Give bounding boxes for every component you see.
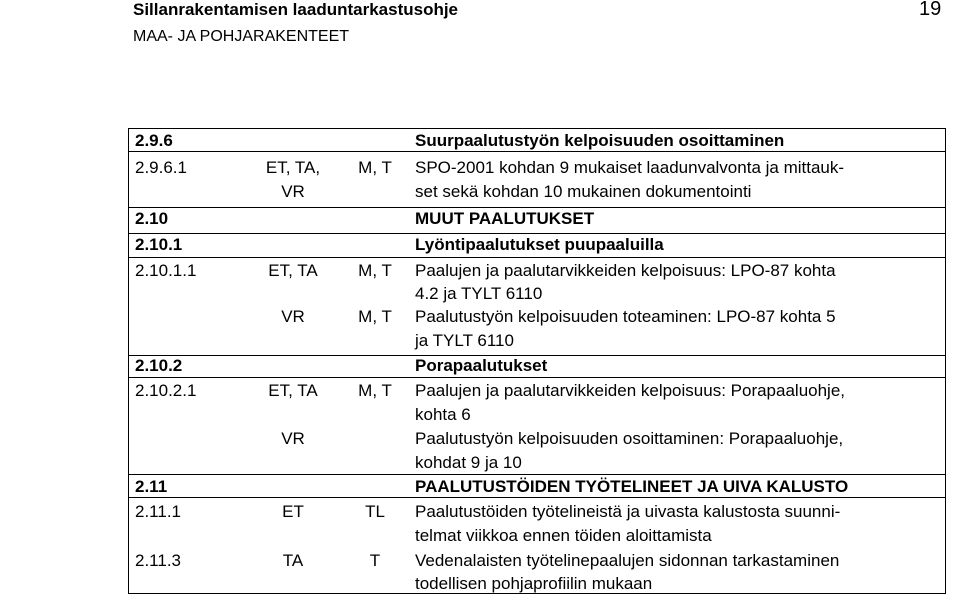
control-method: T xyxy=(369,551,381,570)
responsible-party: TA xyxy=(282,551,304,570)
item-description: Paalujen ja paalutarvikkeiden kelpoisuus: LPO-87 kohta xyxy=(415,261,836,280)
row-divider xyxy=(129,257,945,258)
document-subtitle: MAA- JA POHJARAKENTEET xyxy=(133,28,350,45)
item-description: Paalutustöiden työtelineistä ja uivasta kalustosta suunni- xyxy=(415,502,841,521)
item-description: telmat viikkoa ennen töiden aloittamista xyxy=(415,526,712,545)
page-number: 19 xyxy=(919,0,942,20)
item-description: Paalutustyön kelpoisuuden toteaminen: LPO-87 kohta 5 xyxy=(415,307,836,326)
item-number: 2.11.1 xyxy=(135,502,182,521)
item-description: todellisen pohjaprofiilin mukaan xyxy=(415,574,653,593)
row-divider xyxy=(129,377,945,378)
responsible-party: VR xyxy=(281,307,305,326)
section-number: 2.10.2 xyxy=(135,356,183,375)
responsible-party: ET xyxy=(282,502,304,521)
item-description: set sekä kohdan 10 mukainen dokumentointi xyxy=(415,182,752,201)
quality-control-table xyxy=(128,128,946,594)
control-method: M, T xyxy=(358,158,392,177)
section-heading: MUUT PAALUTUKSET xyxy=(415,209,595,228)
responsible-party: VR xyxy=(281,182,305,201)
item-number: 2.10.1.1 xyxy=(135,261,197,280)
item-number: 2.10.2.1 xyxy=(135,381,197,400)
item-description: kohdat 9 ja 10 xyxy=(415,453,522,472)
item-description: kohta 6 xyxy=(415,405,471,424)
item-description: Paalujen ja paalutarvikkeiden kelpoisuus: Porapaaluohje, xyxy=(415,381,846,400)
section-number: 2.10 xyxy=(135,209,169,228)
control-method: M, T xyxy=(358,307,392,326)
control-method: M, T xyxy=(358,381,392,400)
responsible-party: ET, TA xyxy=(268,381,318,400)
responsible-party: ET, TA xyxy=(268,261,318,280)
section-heading: PAALUTUSTÖIDEN TYÖTELINEET JA UIVA KALUSTO xyxy=(415,477,849,496)
section-heading: Porapaalutukset xyxy=(415,356,548,375)
section-heading: Suurpaalutustyön kelpoisuuden osoittaminen xyxy=(415,131,785,150)
section-number: 2.10.1 xyxy=(135,235,183,254)
item-description: ja TYLT 6110 xyxy=(415,331,514,350)
item-description: SPO-2001 kohdan 9 mukaiset laadunvalvonta ja mittauk- xyxy=(415,158,845,177)
control-method: M, T xyxy=(358,261,392,280)
section-number: 2.11 xyxy=(135,477,168,496)
item-description: 4.2 ja TYLT 6110 xyxy=(415,284,543,303)
responsible-party: VR xyxy=(281,429,305,448)
item-number: 2.9.6.1 xyxy=(135,158,187,177)
item-description: Paalutustyön kelpoisuuden osoittaminen: Porapaaluohje, xyxy=(415,429,844,448)
document-title: Sillanrakentamisen laaduntarkastusohje xyxy=(133,0,459,19)
section-heading: Lyöntipaalutukset puupaaluilla xyxy=(415,235,664,254)
item-number: 2.11.3 xyxy=(135,551,182,570)
section-number: 2.9.6 xyxy=(135,131,173,150)
control-method: TL xyxy=(365,502,385,521)
item-description: Vedenalaisten työtelinepaalujen sidonnan tarkastaminen xyxy=(415,551,840,570)
responsible-party: ET, TA, xyxy=(265,158,321,177)
